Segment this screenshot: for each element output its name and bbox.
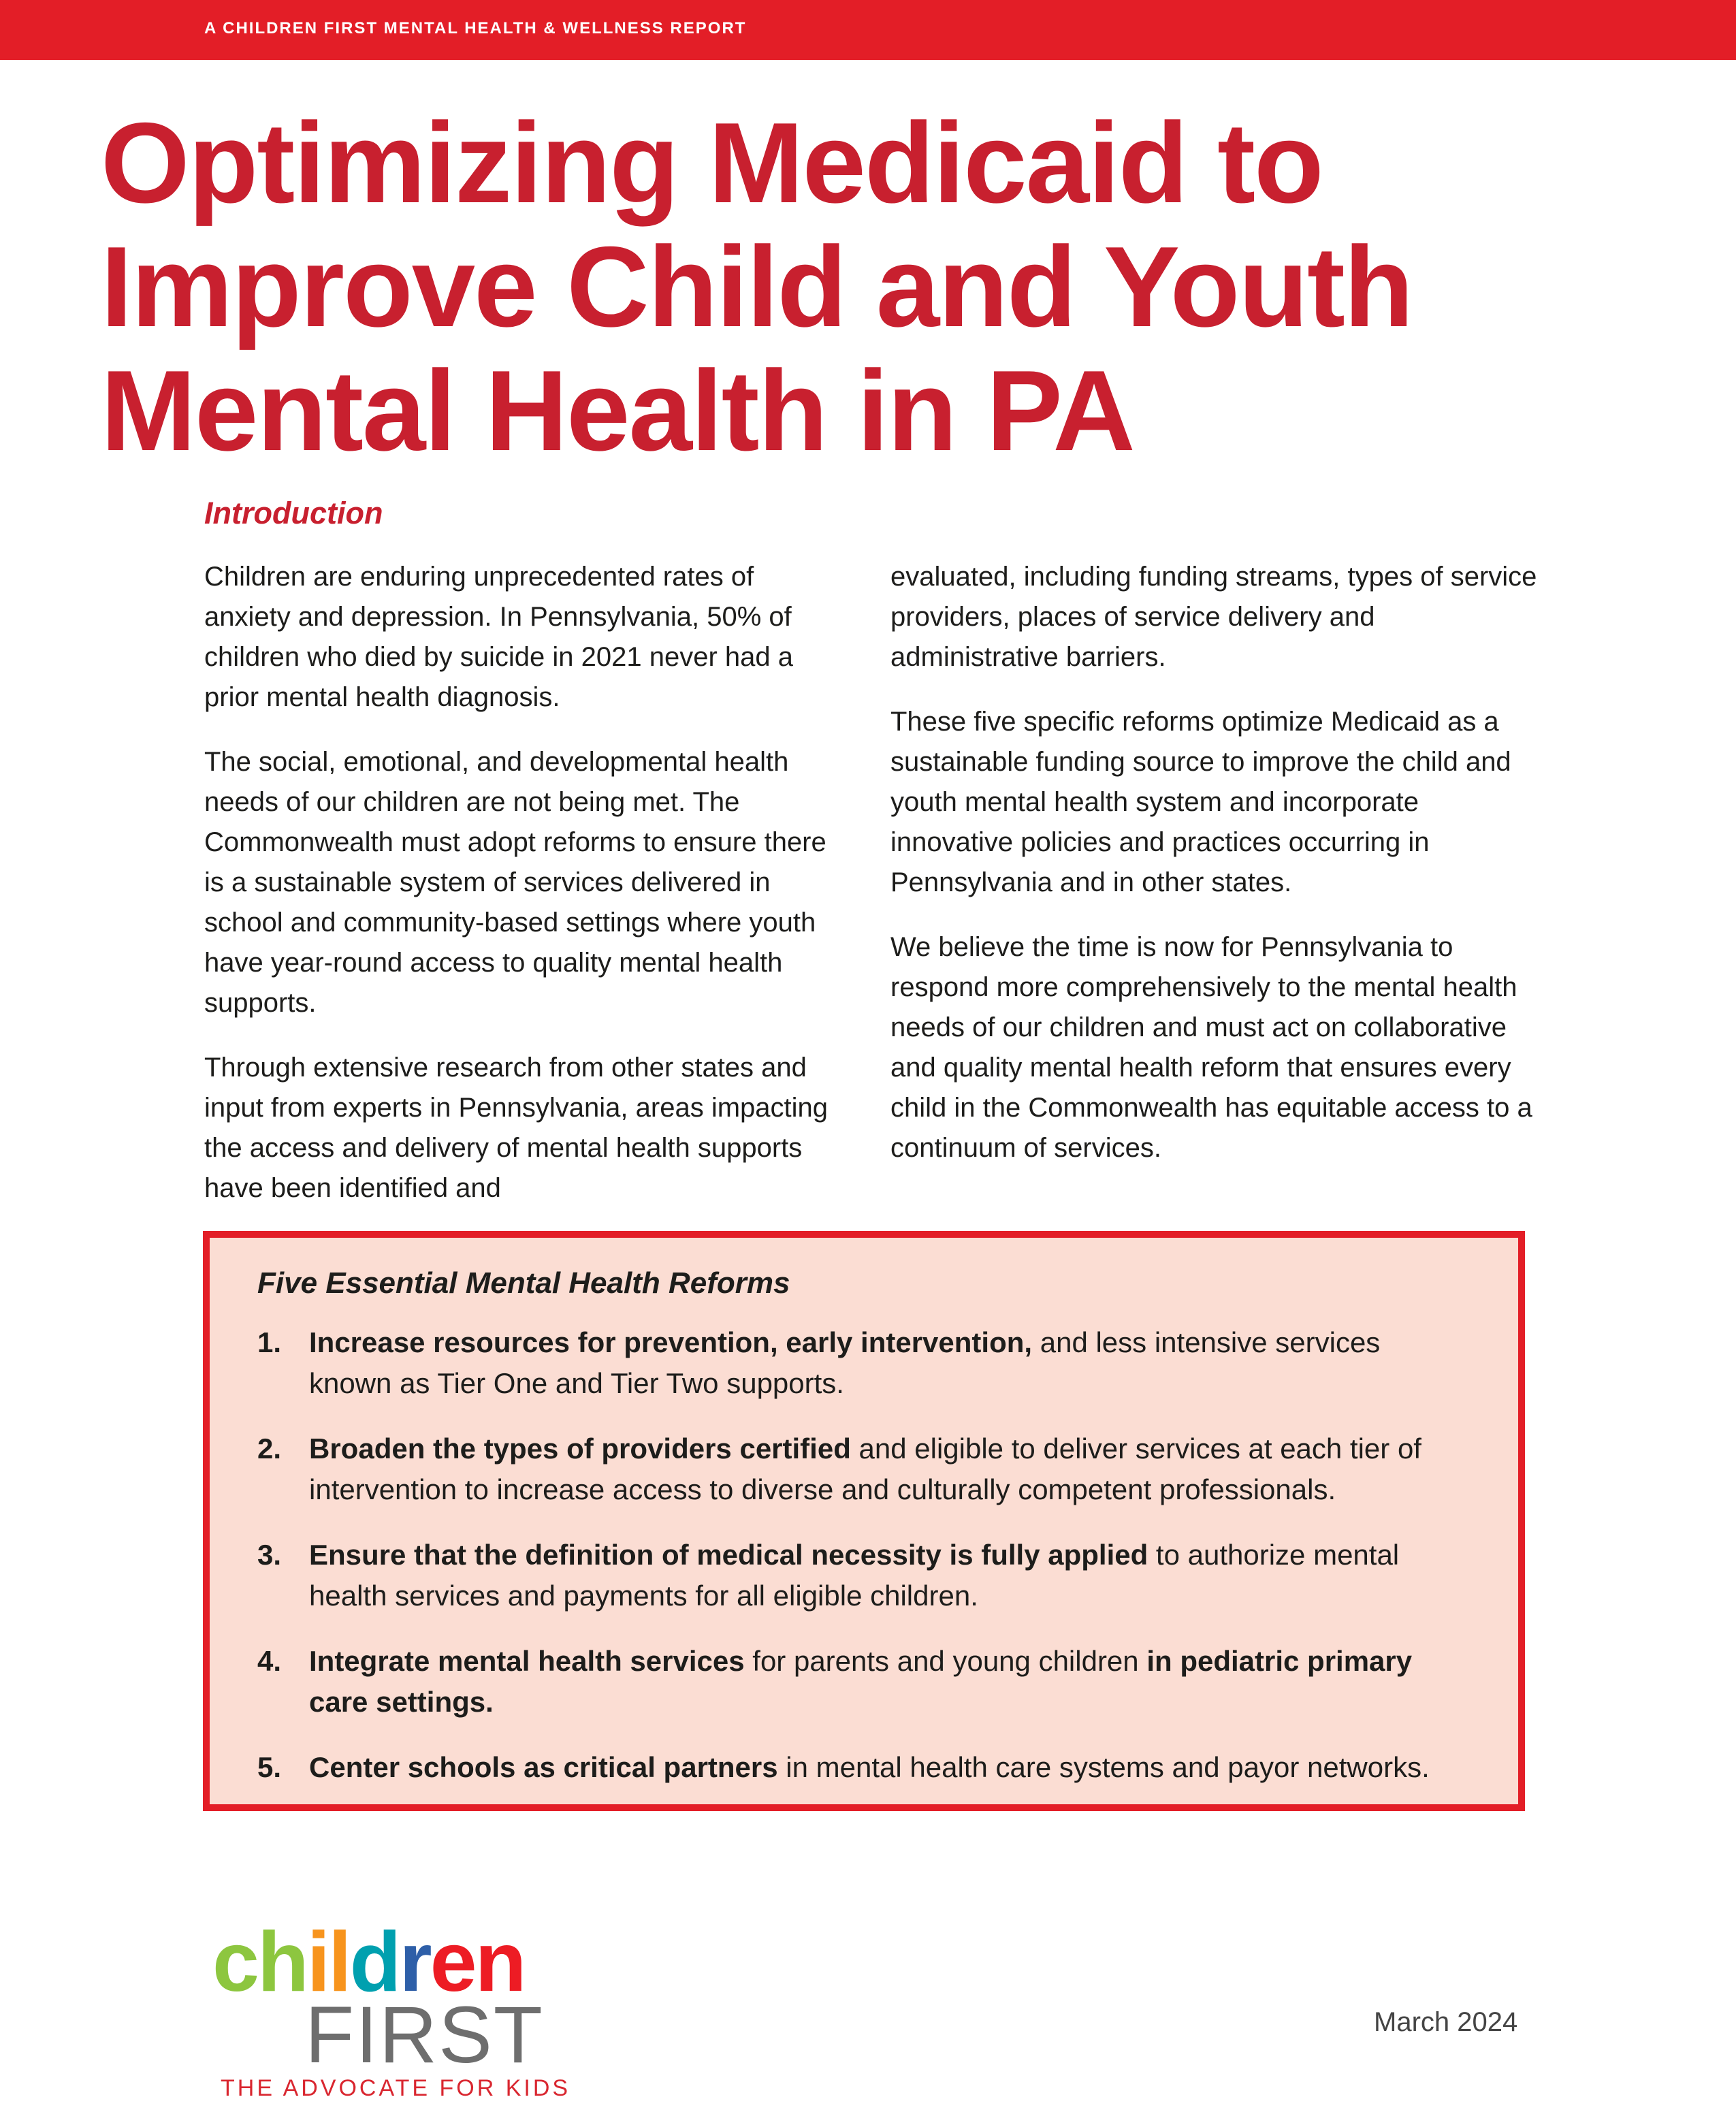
intro-paragraph: Children are enduring unprecedented rates of anxiety and depression. In Pennsylvania, 50% of children who died by suicide in 2021 never had a prior mental health diagnosis.	[204, 562, 794, 712]
intro-left-column	[204, 557, 837, 1233]
page-title	[101, 101, 1633, 473]
reforms-box	[203, 1231, 1525, 1811]
reform-number: 2.	[257, 1433, 282, 1465]
intro-paragraph: These five specific reforms optimize Medicaid as a sustainable funding source to improve the child and youth mental health system and incorporate innovative policies and practices occurring in Pennsylvania and in other states.	[890, 707, 1511, 897]
intro-heading: Introduction	[204, 496, 383, 530]
logo-letter: l	[328, 1915, 350, 2009]
report-date: March 2024	[1374, 2007, 1518, 2037]
reform-number: 5.	[257, 1751, 282, 1783]
reform-bold-text: Increase resources for prevention, early intervention,	[309, 1326, 1033, 1358]
reform-item	[257, 1747, 1464, 1788]
logo-letter: i	[306, 1915, 329, 2009]
logo-first: FIRST	[305, 1990, 544, 2080]
reform-bold-text: Ensure that the definition of medical necessity is fully applied	[309, 1539, 1148, 1571]
reform-text: for parents and young children	[744, 1645, 1147, 1677]
reform-bold-text: Integrate mental health services	[309, 1645, 745, 1677]
reform-text: to authorize mental health services and payments for all eligible children.	[309, 1539, 1400, 1612]
logo-letter: c	[212, 1915, 257, 2009]
top-banner	[0, 0, 1736, 60]
intro-paragraph: We believe the time is now for Pennsylvania to respond more comprehensively to the mental health needs of our children and must act on collaborative and quality mental health reform that ensures every child in the Commonwealth has equitable access to a continuum of services.	[890, 932, 1532, 1163]
logo-letter: e	[430, 1915, 475, 2009]
reform-item	[257, 1641, 1464, 1723]
reform-bold-text: in pediatric primary care settings.	[309, 1645, 1413, 1718]
logo-tagline: THE ADVOCATE FOR KIDS	[221, 2075, 571, 2101]
intro-paragraph: evaluated, including funding streams, types of service providers, places of service delivery and administrative barriers.	[890, 562, 1537, 672]
reform-bold-text: Broaden the types of providers certified	[309, 1433, 851, 1465]
reform-bold-text: Center schools as critical partners	[309, 1751, 778, 1783]
title-line: Mental Health in PA	[101, 347, 1134, 475]
children-first-logo	[212, 1915, 571, 2101]
reform-number: 3.	[257, 1539, 282, 1571]
reforms-list	[257, 1322, 1464, 1788]
reform-text: and less intensive services known as Tier One and Tier Two supports.	[309, 1326, 1381, 1399]
reforms-title: Five Essential Mental Health Reforms	[257, 1266, 790, 1300]
reform-item	[257, 1428, 1464, 1510]
intro-right-column	[890, 557, 1544, 1193]
logo-letter: h	[257, 1915, 307, 2009]
intro-paragraph: The social, emotional, and developmental health needs of our children are not being met. The Commonwealth must adopt reforms to ensure there is a sustainable system of services delivered in school and community-based settings where youth have year-round access to quality mental health supports.	[204, 747, 826, 1018]
reform-item	[257, 1322, 1464, 1404]
logo-letter: d	[349, 1915, 400, 2009]
logo-letter: r	[399, 1915, 430, 2009]
title-line: Improve Child and Youth	[101, 223, 1413, 351]
banner-text: A CHILDREN FIRST MENTAL HEALTH & WELLNESS REPORT	[204, 19, 747, 37]
logo-letter: n	[475, 1915, 525, 2009]
reform-number: 4.	[257, 1645, 282, 1677]
reform-text: in mental health care systems and payor networks.	[777, 1751, 1430, 1783]
intro-paragraph: Through extensive research from other states and input from experts in Pennsylvania, areas impacting the access and delivery of mental health supports have been identified and	[204, 1053, 829, 1203]
reform-item	[257, 1535, 1464, 1616]
reform-number: 1.	[257, 1326, 282, 1358]
title-line: Optimizing Medicaid to	[101, 99, 1323, 227]
reform-text: and eligible to deliver services at each tier of intervention to increase access to diverse and culturally competent professionals.	[309, 1433, 1421, 1505]
